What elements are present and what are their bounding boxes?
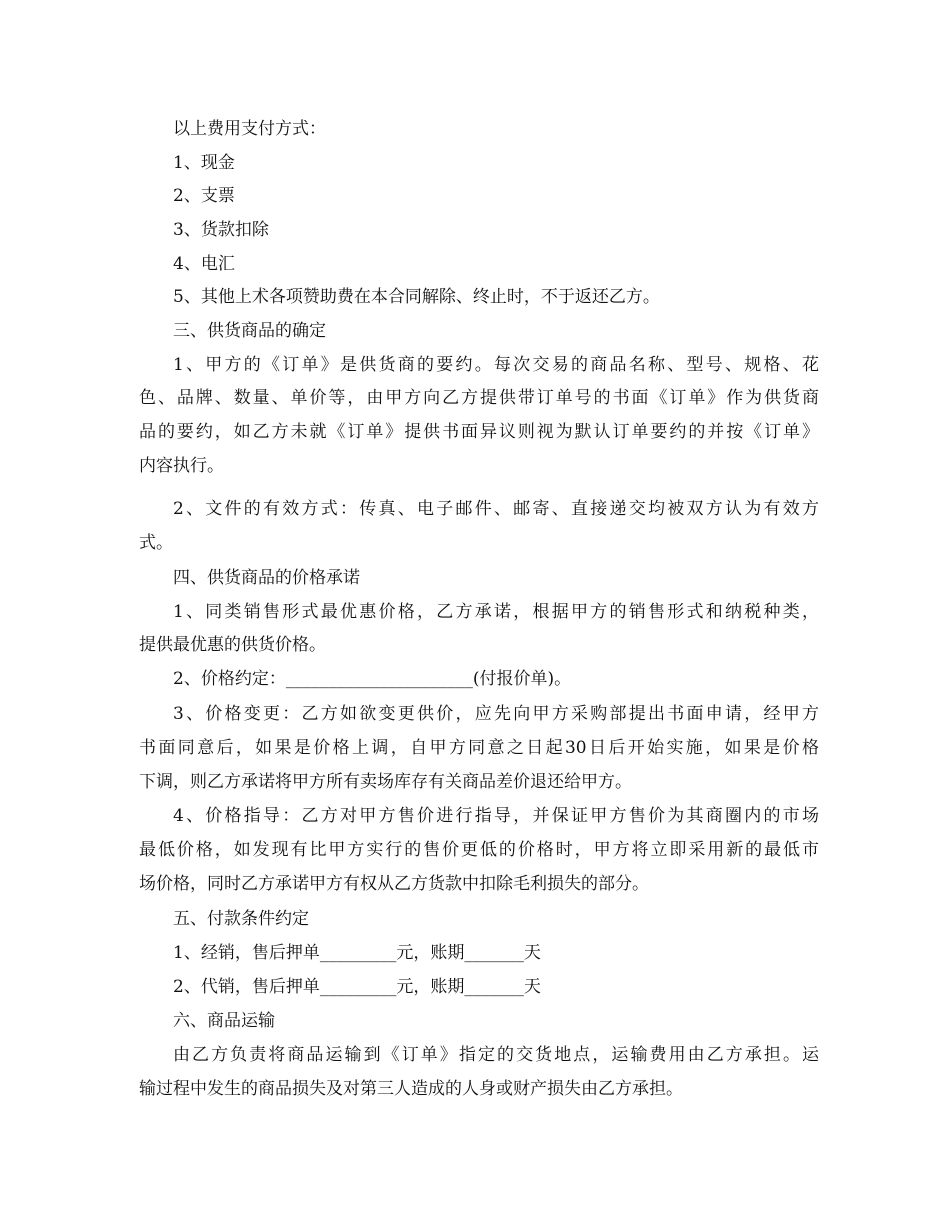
paragraph-line: 1、甲方的《订单》是供货商的要约。每次交易的商品名称、型号、规格、花 [173, 355, 819, 375]
paragraph-line: 书面同意后，如果是价格上调，自甲方同意之日起30日后开始实施，如果是价格 [139, 738, 819, 758]
payment-method-cash: 1、现金 [173, 153, 235, 173]
payment-method-check: 2、支票 [173, 186, 235, 206]
paragraph-line: 内容执行。 [139, 456, 224, 476]
price-agreement-line: 2、价格约定：______________________(付报价单)。 [173, 669, 572, 689]
paragraph-line: 色、品牌、数量、单价等，由甲方向乙方提供带订单号的书面《订单》作为供货商 [139, 388, 819, 408]
paragraph-line: 最低价格，如发现有比甲方实行的售价更低的价格时，甲方将立即采用新的最低市 [139, 840, 819, 860]
paragraph-line: 场价格，同时乙方承诺甲方有权从乙方货款中扣除毛利损失的部分。 [139, 874, 649, 894]
paragraph-line: 提供最优惠的供货价格。 [139, 635, 326, 655]
paragraph-line: 品的要约，如乙方未就《订单》提供书面异议则视为默认订单要约的并按《订单》 [139, 422, 819, 442]
section-heading-5: 五、付款条件约定 [173, 909, 309, 929]
payment-term-consignment: 2、代销，售后押单_________元，账期_______天 [173, 977, 541, 997]
paragraph-line: 4、价格指导：乙方对甲方售价进行指导，并保证甲方售价为其商圈内的市场 [173, 806, 819, 826]
payment-method-wire: 4、电汇 [173, 254, 235, 274]
payment-method-deduction: 3、货款扣除 [173, 220, 269, 240]
payment-methods-heading: 以上费用支付方式： [173, 119, 326, 139]
payment-term-distribution: 1、经销，售后押单_________元，账期_______天 [173, 943, 541, 963]
paragraph-line: 下调，则乙方承诺将甲方所有卖场库存有关商品差价退还给甲方。 [139, 772, 632, 792]
paragraph-line: 2、文件的有效方式：传真、电子邮件、邮寄、直接递交均被双方认为有效方 [173, 499, 819, 519]
section-heading-4: 四、供货商品的价格承诺 [173, 568, 360, 588]
paragraph-line: 式。 [139, 533, 173, 553]
sponsorship-fee-note: 5、其他上术各项赞助费在本合同解除、终止时，不于返还乙方。 [173, 287, 660, 307]
section-heading-6: 六、商品运输 [173, 1011, 275, 1031]
paragraph-line: 输过程中发生的商品损失及对第三人造成的人身或财产损失由乙方承担。 [139, 1079, 683, 1099]
paragraph-line: 由乙方负责将商品运输到《订单》指定的交货地点，运输费用由乙方承担。运 [173, 1045, 819, 1065]
paragraph-line: 1、同类销售形式最优惠价格，乙方承诺，根据甲方的销售形式和纳税种类， [173, 602, 819, 622]
paragraph-line: 3、价格变更：乙方如欲变更供价，应先向甲方采购部提出书面申请，经甲方 [173, 704, 819, 724]
section-heading-3: 三、供货商品的确定 [173, 321, 326, 341]
